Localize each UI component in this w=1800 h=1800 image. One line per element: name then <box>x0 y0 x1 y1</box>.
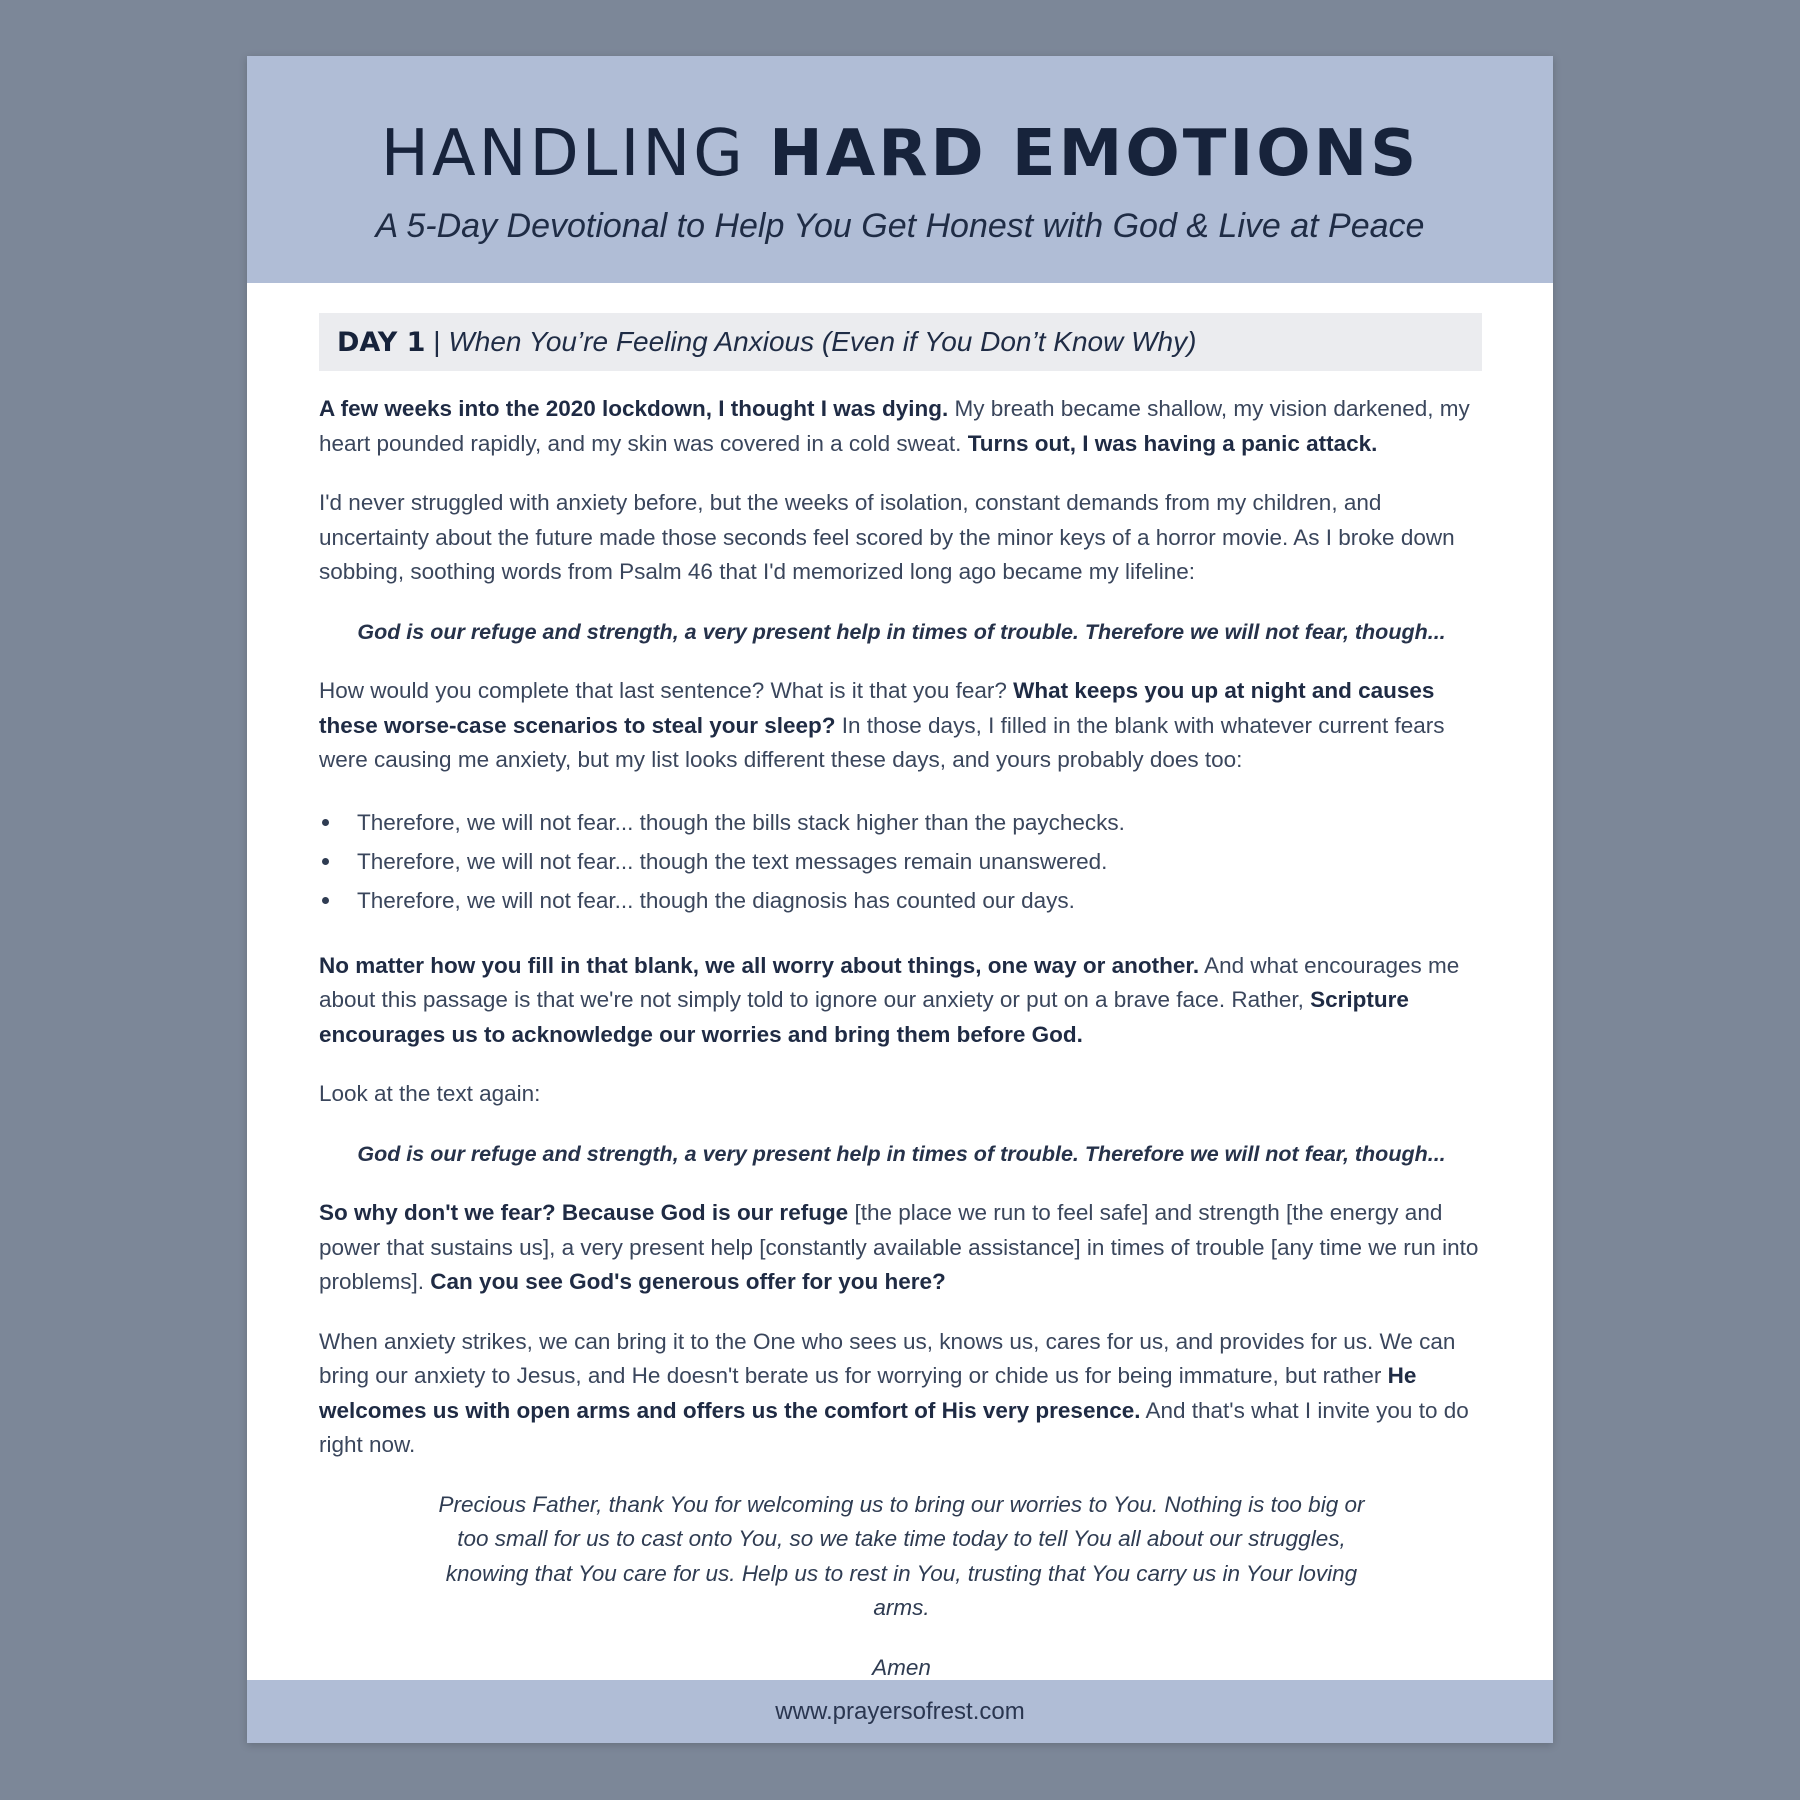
bold-text: He welcomes us with open arms and offers us the comfort of His very presence. <box>319 1363 1417 1423</box>
bold-text: So why don't we fear? Because God is our refuge <box>319 1200 849 1225</box>
page-subtitle: A 5-Day Devotional to Help You Get Honest with God & Live at Peace <box>375 207 1425 245</box>
bold-text: What keeps you up at night and causes these worse-case scenarios to steal your sleep? <box>319 678 1435 738</box>
day-topic: When You’re Feeling Anxious (Even if You Don’t Know Why) <box>448 326 1197 357</box>
page-title <box>247 117 1553 191</box>
paragraph-6 <box>319 1196 1484 1300</box>
fear-list <box>319 803 1484 920</box>
header-band <box>247 56 1553 283</box>
paragraph-1 <box>319 392 1484 461</box>
scripture-quote-2: God is our refuge and strength, a very present help in times of trouble. Therefore we will not fear, though... <box>357 1141 1446 1166</box>
list-item: Therefore, we will not fear... though the diagnosis has counted our days. <box>319 881 1484 920</box>
website-url[interactable]: www.prayersofrest.com <box>775 1698 1025 1725</box>
paragraph-3 <box>319 674 1484 778</box>
body-text: [the place we run to feel safe] and strength [the energy and power that sustains us], a very present help [constantly available assistance] in times of trouble [any time we run into problems]. <box>319 1200 1479 1294</box>
title-light-part: HANDLING <box>380 117 746 191</box>
body-text: How would you complete that last sentence? What is it that you fear? <box>319 678 1014 703</box>
bold-text: No matter how you fill in that blank, we all worry about things, one way or another. <box>319 952 1200 978</box>
bold-text: Turns out, I was having a panic attack. <box>967 430 1378 456</box>
footer-band <box>247 1680 1553 1743</box>
body-text: And what encourages me about this passage is that we're not simply told to ignore our anxiety or put on a brave face. Rather, <box>319 952 1460 1012</box>
bold-text: Can you see God's generous offer for you here? <box>430 1269 946 1294</box>
devotional-body <box>319 392 1484 1685</box>
closing-prayer: Precious Father, thank You for welcoming us to bring our worries to You. Nothing is too big or too small for us to cast onto You, so we take time today to tell You all about our struggles, knowing that You care for us. Help us to rest in You, trusting that You carry us in Your loving arms. <box>438 1491 1365 1620</box>
bold-text: Scripture encourages us to acknowledge our worries and bring them before God. <box>319 987 1409 1047</box>
amen-text: Amen <box>872 1654 931 1680</box>
paragraph-2: I'd never struggled with anxiety before, but the weeks of isolation, constant demands from my children, and uncertainty about the future made those seconds feel scored by the minor keys of a horror movie. As I broke down sobbing, soothing words from Psalm 46 that I'd memorized long ago became my lifeline: <box>319 490 1455 584</box>
devotional-page <box>247 56 1553 1743</box>
body-text: My breath became shallow, my vision darkened, my heart pounded rapidly, and my skin was covered in a cold sweat. <box>319 396 1470 456</box>
day-heading-bar <box>319 313 1482 371</box>
day-number: DAY 1 <box>337 327 426 358</box>
list-item: Therefore, we will not fear... though the text messages remain unanswered. <box>319 842 1484 881</box>
bold-text: A few weeks into the 2020 lockdown, I thought I was dying. <box>319 396 949 421</box>
paragraph-7 <box>319 1325 1484 1463</box>
body-text: In those days, I filled in the blank with whatever current fears were causing me anxiety, but my list looks different these days, and yours probably does too: <box>319 712 1445 772</box>
title-bold-part: HARD EMOTIONS <box>769 117 1420 191</box>
paragraph-5: Look at the text again: <box>319 1081 541 1106</box>
body-text: When anxiety strikes, we can bring it to the One who sees us, knows us, cares for us, and provides for us. We can bring our anxiety to Jesus, and He doesn't berate us for worrying or chide us for being immature, but rather <box>319 1328 1456 1388</box>
paragraph-4 <box>319 949 1484 1053</box>
list-item: Therefore, we will not fear... though the bills stack higher than the paychecks. <box>319 803 1484 842</box>
scripture-quote-1: God is our refuge and strength, a very present help in times of trouble. Therefore we will not fear, though... <box>357 619 1446 644</box>
day-separator: | <box>425 326 449 357</box>
body-text: And that's what I invite you to do right now. <box>319 1397 1469 1457</box>
